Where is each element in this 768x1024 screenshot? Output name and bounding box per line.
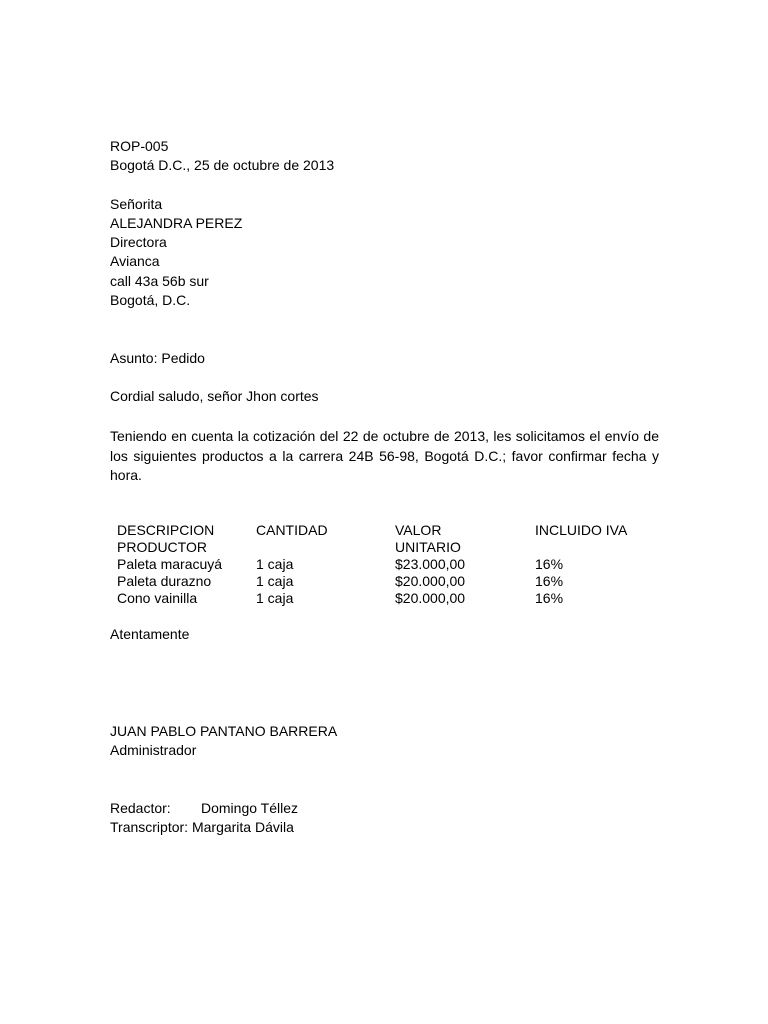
subject-line: Asunto: Pedido [110, 350, 205, 366]
header-description-line2: PRODUCTOR [117, 539, 207, 555]
header-vat: INCLUIDO IVA [535, 522, 628, 538]
redactor-name: Domingo Téllez [201, 800, 299, 816]
cell-quantity: 1 caja [256, 573, 294, 589]
recipient-city: Bogotá, D.C. [110, 292, 191, 308]
closing-line: Atentamente [110, 626, 190, 642]
transcriptor-name: Margarita Dávila [191, 819, 294, 835]
transcriptor-label: Transcriptor: [110, 819, 189, 835]
recipient-address: call 43a 56b sur [110, 273, 209, 289]
recipient-salutation-title: Señorita [110, 196, 163, 212]
cell-quantity: 1 caja [256, 590, 294, 606]
header-unit-value-line2: UNITARIO [395, 539, 461, 555]
cell-unit-value: $20.000,00 [395, 590, 466, 606]
cell-unit-value: $23.000,00 [395, 556, 466, 572]
signature-name: JUAN PABLO PANTANO BARRERA [110, 723, 338, 739]
signature-title: Administrador [110, 742, 197, 758]
recipient-name: ALEJANDRA PEREZ [110, 215, 243, 231]
redactor-label: Redactor: [110, 800, 171, 816]
cell-description: Paleta maracuyá [117, 556, 223, 572]
header-unit-value: VALOR [395, 522, 442, 538]
cell-vat: 16% [535, 590, 564, 606]
cell-unit-value: $20.000,00 [395, 573, 466, 589]
cell-description: Cono vainilla [117, 590, 198, 606]
header-description: DESCRIPCION [117, 522, 215, 538]
cell-quantity: 1 caja [256, 556, 294, 572]
transcriptor-line [110, 818, 294, 837]
header-quantity: CANTIDAD [256, 522, 328, 538]
body-paragraph: Teniendo en cuenta la cotización del 22 de octubre de 2013, les solicitamos el envío de los siguientes productos a la carrera 24B 56-98, Bogotá D.C.; favor confirmar fecha y hora. [110, 428, 659, 483]
redactor-line [110, 799, 298, 818]
cell-description: Paleta durazno [117, 573, 212, 589]
place-date: Bogotá D.C., 25 de octubre de 2013 [110, 157, 335, 173]
greeting-line: Cordial saludo, señor Jhon cortes [110, 388, 319, 404]
cell-vat: 16% [535, 573, 564, 589]
recipient-position: Directora [110, 234, 167, 250]
reference-code: ROP-005 [110, 138, 169, 154]
cell-vat: 16% [535, 556, 564, 572]
recipient-company: Avianca [110, 253, 160, 269]
